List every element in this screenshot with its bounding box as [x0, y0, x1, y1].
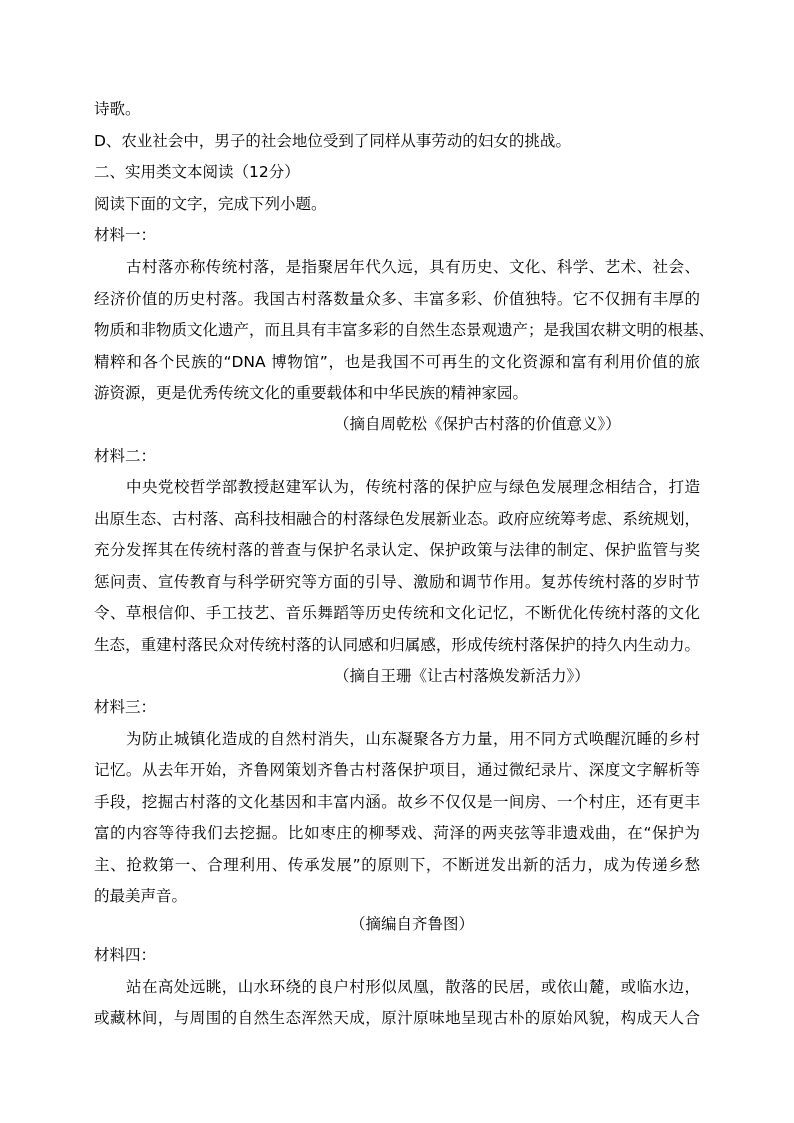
material-1-label: 材料一：	[94, 226, 157, 244]
paragraph-line: 主、抢救第一、合理利用、传承发展”的原则下，不断迸发出新的活力，成为传递乡愁	[94, 856, 700, 874]
material-2-label: 材料二：	[94, 447, 157, 465]
paragraph-line: 记忆。从去年开始，齐鲁网策划齐鲁古村落保护项目，通过微纪录片、深度文字解析等	[94, 761, 700, 779]
paragraph-line: 富的内容等待我们去挖掘。比如枣庄的柳琴戏、菏泽的两夹弦等非遗戏曲，在“保护为	[94, 824, 700, 842]
paragraph-line: 精粹和各个民族的“DNA 博物馆”，也是我国不可再生的文化资源和富有利用价值的旅	[94, 353, 700, 371]
material-3-label: 材料三：	[94, 698, 157, 716]
instruction: 阅读下面的文字，完成下列小题。	[94, 195, 327, 213]
paragraph-line: 经济价值的历史村落。我国古村落数量众多、丰富多彩、价值独特。它不仅拥有丰厚的	[94, 290, 700, 308]
paragraph-line: 充分发挥其在传统村落的普查与保护名录认定、保护政策与法律的制定、保护监管与奖	[94, 541, 700, 559]
paragraph-line: 令、草根信仰、手工技艺、音乐舞蹈等历史传统和文化记忆，不断优化传统村落的文化	[94, 604, 700, 622]
paragraph-line: 出原生态、古村落、高科技相融合的村落绿色发展新业态。政府应统筹考虑、系统规划，	[94, 510, 700, 528]
option-d: D、农业社会中，男子的社会地位受到了同样从事劳动的妇女的挑战。	[94, 132, 571, 150]
paragraph-line: 站在高处远眺，山水环绕的良户村形似凤凰，散落的民居，或依山麓，或临水边，	[126, 978, 700, 996]
paragraph-line: 手段，挖掘古村落的文化基因和丰富内涵。故乡不仅仅是一间房、一个村庄，还有更丰	[94, 793, 700, 811]
source-citation: （摘自王珊《让古村落焕发新活力》）	[334, 667, 590, 685]
paragraph-line: 生态，重建村落民众对传统村落的认同感和归属感，形成传统村落保护的持久内生动力。	[94, 636, 700, 654]
paragraph-line: 中央党校哲学部教授赵建军认为，传统村落的保护应与绿色发展理念相结合，打造	[126, 478, 700, 496]
paragraph-line: 惩问责、宣传教育与科学研究等方面的引导、激励和调节作用。复苏传统村落的岁时节	[94, 573, 700, 591]
source-citation: （摘自周乾松《保护古村落的价值意义》）	[334, 415, 621, 433]
paragraph-line: 游资源，更是优秀传统文化的重要载体和中华民族的精神家园。	[94, 384, 529, 402]
section-heading: 二、实用类文本阅读（12分）	[94, 163, 300, 181]
text-line: 诗歌。	[94, 100, 141, 118]
paragraph-line: 的最美声音。	[94, 887, 188, 905]
paragraph-line: 为防止城镇化造成的自然村消失，山东凝聚各方力量，用不同方式唤醒沉睡的乡村	[126, 730, 700, 748]
source-citation: （摘编自齐鲁图）	[350, 915, 475, 933]
paragraph-line: 物质和非物质文化遗产，而且具有丰富多彩的自然生态景观遗产；是我国农耕文明的根基、	[94, 321, 715, 339]
paragraph-line: 古村落亦称传统村落，是指聚居年代久远，具有历史、文化、科学、艺术、社会、	[126, 258, 700, 276]
material-4-label: 材料四：	[94, 946, 157, 964]
paragraph-line: 或藏林间，与周围的自然生态浑然天成，原汁原味地呈现古朴的原始风貌，构成天人合	[94, 1009, 700, 1027]
